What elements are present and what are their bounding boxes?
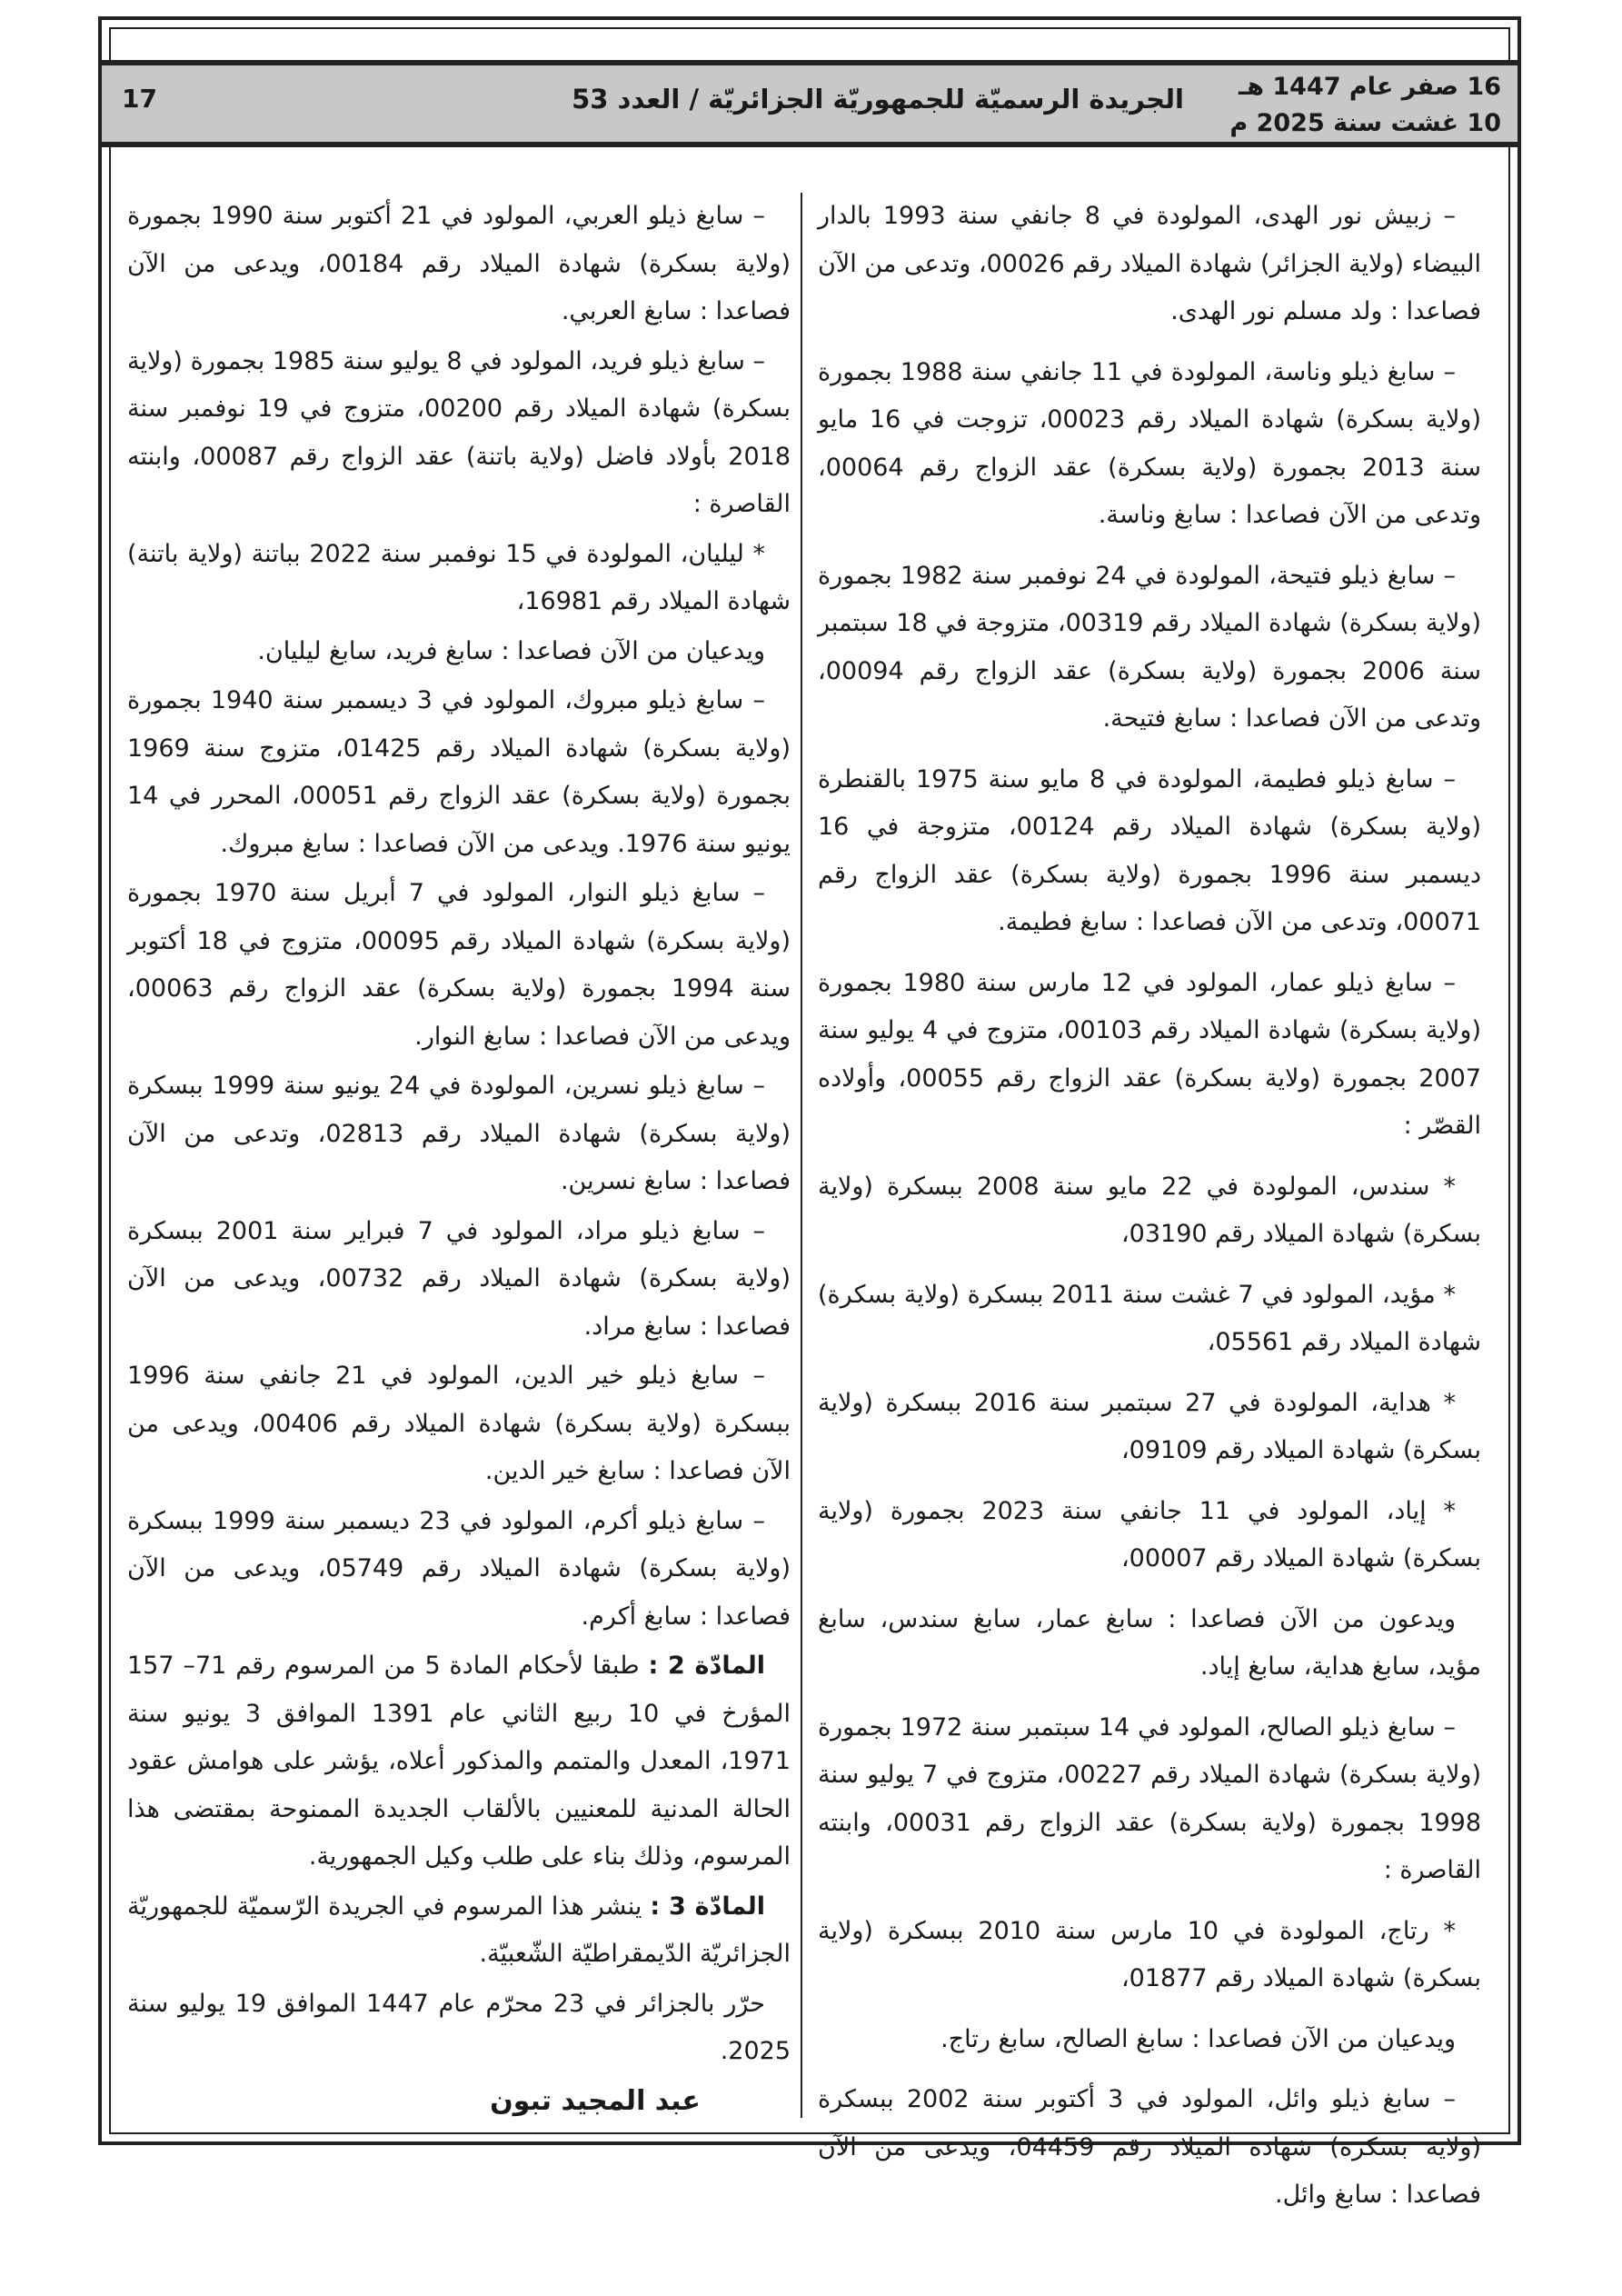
paragraph: – سابغ ذيلو مبروك، المولود في 3 ديسمبر سنة 1940 بجمورة (ولاية بسكرة) شهادة الميلاد رقم 01425، متزوج سنة 1969 بجمورة (ولاية بسكرة) عقد الزواج رقم 00051، المحرر في 14 يونيو سنة 1976. ويدعى من الآن فصاعدا : سابغ مبروك. xyxy=(127,686,791,858)
page-frame xyxy=(98,16,1521,2209)
article-2 xyxy=(127,1642,791,1882)
paragraph: – سابغ ذيلو عمار، المولود في 12 مارس سنة 1980 بجمورة (ولاية بسكرة) شهادة الميلاد رقم 00103، متزوج في 4 يوليو سنة 2007 بجمورة (ولاية بسكرة) عقد الزواج رقم 00055، وأولاده القصّر : xyxy=(818,968,1481,1140)
paragraph: – زبيش نور الهدى، المولودة في 8 جانفي سنة 1993 بالدار البيضاء (ولاية الجزائر) شهادة الميلاد رقم 00026، وتدعى من الآن فصاعدا : ولد مسلم نور الهدى. xyxy=(818,202,1481,325)
paragraph: – سابغ ذيلو العربي، المولود في 21 أكتوبر سنة 1990 بجمورة (ولاية بسكرة) شهادة الميلاد رقم 00184، ويدعى من الآن فصاعدا : سابغ العربي. xyxy=(127,202,791,325)
left-column xyxy=(127,193,791,2138)
paragraph: * ليليان، المولودة في 15 نوفمبر سنة 2022 بباتنة (ولاية باتنة) شهادة الميلاد رقم 16981، xyxy=(127,539,791,615)
paragraph: – سابغ ذيلو فطيمة، المولودة في 8 مايو سنة 1975 بالقنطرة (ولاية بسكرة) شهادة الميلاد رقم 00124، متزوجة في 16 ديسمبر سنة 1996 بجمورة (ولاية بسكرة) عقد الزواج رقم 00071، وتدعى من الآن فصاعدا : سابغ فطيمة. xyxy=(818,764,1481,936)
hijri-date: 16 صفر عام 1447 هـ xyxy=(1239,73,1501,101)
paragraph: – سابغ ذيلو خير الدين، المولود في 21 جانفي سنة 1996 ببسكرة (ولاية بسكرة) شهادة الميلاد رقم 00406، ويدعى من الآن فصاعدا : سابغ خير الدين. xyxy=(127,1362,791,1485)
gazette-title: الجريدة الرسميّة للجمهوريّة الجزائريّة / العدد 53 xyxy=(572,84,1184,115)
paragraph: – سابغ ذيلو وناسة، المولودة في 11 جانفي سنة 1988 بجمورة (ولاية بسكرة) شهادة الميلاد رقم 00023، تزوجت في 16 مايو سنة 2013 بجمورة (ولاية بسكرة) عقد الزواج رقم 00064، وتدعى من الآن فصاعدا : سابغ وناسة. xyxy=(818,357,1481,529)
article-label: المادّة 3 : xyxy=(650,1892,766,1921)
paragraph: * سندس، المولودة في 22 مايو سنة 2008 ببسكرة (ولاية بسكرة) شهادة الميلاد رقم 03190، xyxy=(818,1172,1481,1248)
paragraph: – سابغ ذيلو وائل، المولود في 3 أكتوبر سنة 2002 ببسكرة (ولاية بسكرة) شهادة الميلاد رقم 04459، ويدعى من الآن فصاعدا : سابغ وائل. xyxy=(818,2085,1481,2209)
closing-statement: حرّر بالجزائر في 23 محرّم عام 1447 الموافق 19 يوليو سنة 2025. xyxy=(127,1989,791,2065)
paragraph: – سابغ ذيلو فتيحة، المولودة في 24 نوفمبر سنة 1982 بجمورة (ولاية بسكرة) شهادة الميلاد رقم 00319، متزوجة في 18 سبتمبر سنة 2006 بجمورة (ولاية بسكرة) عقد الزواج رقم 00094، وتدعى من الآن فصاعدا : سابغ فتيحة. xyxy=(818,561,1482,733)
gregorian-date: 10 غشت سنة 2025 م xyxy=(1229,109,1501,137)
paragraph: ويدعيان من الآن فصاعدا : سابغ فريد، سابغ ليليان. xyxy=(257,636,765,665)
article-text: ينشر هذا المرسوم في الجريدة الرّسميّة للجمهوريّة الجزائريّة الدّيمقراطيّة الشّعبيّة. xyxy=(127,1892,791,1968)
paragraph: – سابغ ذيلو مراد، المولود في 7 فبراير سنة 2001 ببسكرة (ولاية بسكرة) شهادة الميلاد رقم 00732، ويدعى من الآن فصاعدا : سابغ مراد. xyxy=(127,1216,791,1341)
paragraph: – سابغ ذيلو فريد، المولود في 8 يوليو سنة 1985 بجمورة (ولاية بسكرة) شهادة الميلاد رقم 00200، متزوج في 19 نوفمبر سنة 2018 بأولاد فاضل (ولاية باتنة) عقد الزواج رقم 00087، وابنته القاصرة : xyxy=(127,346,791,518)
paragraph: ويدعون من الآن فصاعدا : سابغ عمار، سابغ سندس، سابغ مؤيد، سابغ هداية، سابغ إياد. xyxy=(818,1604,1481,1681)
paragraph: * إياد، المولود في 11 جانفي سنة 2023 بجمورة (ولاية بسكرة) شهادة الميلاد رقم 00007، xyxy=(818,1496,1481,1572)
page-number: 17 xyxy=(122,84,157,114)
column-divider xyxy=(801,193,802,2118)
gazette-header xyxy=(102,60,1518,147)
article-3 xyxy=(127,1883,791,1979)
right-column xyxy=(818,193,1481,2232)
paragraph: * مؤيد، المولود في 7 غشت سنة 2011 ببسكرة (ولاية بسكرة) شهادة الميلاد رقم 05561، xyxy=(818,1280,1481,1356)
paragraph: * هداية، المولودة في 27 سبتمبر سنة 2016 ببسكرة (ولاية بسكرة) شهادة الميلاد رقم 09109، xyxy=(818,1388,1481,1464)
article-label: المادّة 2 : xyxy=(648,1652,765,1680)
paragraph: – سابغ ذيلو نسرين، المولودة في 24 يونيو سنة 1999 ببسكرة (ولاية بسكرة) شهادة الميلاد رقم 02813، وتدعى من الآن فصاعدا : سابغ نسرين. xyxy=(127,1072,791,1195)
article-text: طبقا لأحكام المادة 5 من المرسوم رقم 71– 157 المؤرخ في 10 ربيع الثاني عام 1391 الموافق 3 يونيو سنة 1971، المعدل والمتمم والمذكور أعلاه، يؤشر على هوامش عقود الحالة المدنية للمعنيين بالألقاب الجديدة الممنوحة بمقتضى هذا المرسوم، وذلك بناء على طلب وكيل الجمهورية. xyxy=(127,1652,791,1871)
paragraph: – سابغ ذيلو النوار، المولود في 7 أبريل سنة 1970 بجمورة (ولاية بسكرة) شهادة الميلاد رقم 00095، متزوج في 18 أكتوبر سنة 1994 بجمورة (ولاية بسكرة) عقد الزواج رقم 00063، ويدعى من الآن فصاعدا : سابغ النوار. xyxy=(127,879,791,1051)
signature: عبد المجيد تبون xyxy=(490,2084,701,2117)
paragraph: – سابغ ذيلو الصالح، المولود في 14 سبتمبر سنة 1972 بجمورة (ولاية بسكرة) شهادة الميلاد رقم 00227، متزوج في 7 يوليو سنة 1998 بجمورة (ولاية بسكرة) عقد الزواج رقم 00031، وابنته القاصرة : xyxy=(818,1712,1481,1884)
paragraph: – سابغ ذيلو أكرم، المولود في 23 ديسمبر سنة 1999 ببسكرة (ولاية بسكرة) شهادة الميلاد رقم 05749، ويدعى من الآن فصاعدا : سابغ أكرم. xyxy=(127,1506,791,1631)
paragraph: ويدعيان من الآن فصاعدا : سابغ الصالح، سابغ رتاج. xyxy=(940,2024,1456,2053)
paragraph: * رتاج، المولودة في 10 مارس سنة 2010 ببسكرة (ولاية بسكرة) شهادة الميلاد رقم 01877، xyxy=(818,1916,1481,1992)
